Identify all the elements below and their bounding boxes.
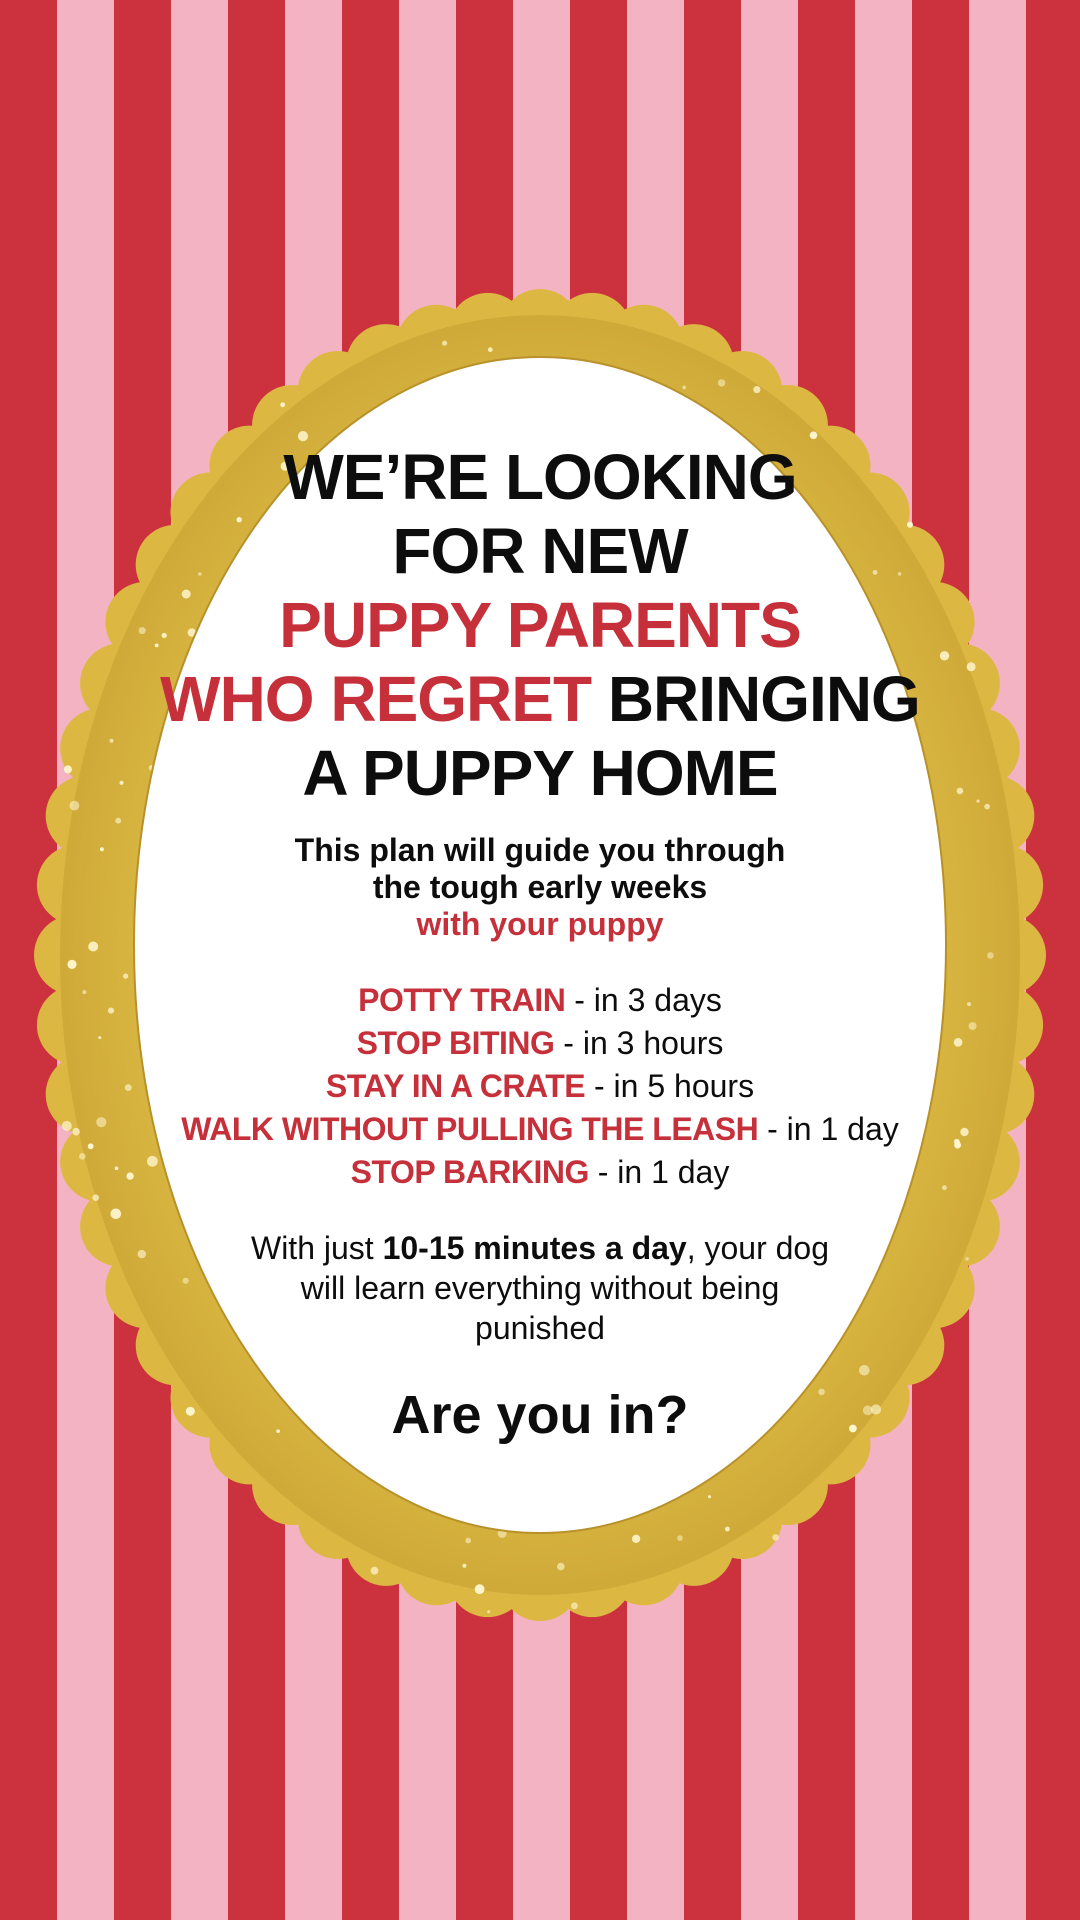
body-text <box>150 1228 930 1348</box>
content-panel <box>150 440 930 1446</box>
benefit-title: STAY IN A CRATE <box>325 1068 586 1104</box>
frame-sparkle <box>708 1495 711 1498</box>
headline-line-5: A PUPPY HOME <box>302 737 778 809</box>
frame-sparkle <box>965 1257 969 1261</box>
frame-sparkle <box>677 1535 683 1541</box>
body-line-3: punished <box>475 1310 605 1346</box>
frame-sparkle <box>115 818 121 824</box>
frame-sparkle <box>62 1121 72 1131</box>
frame-sparkle <box>100 847 104 851</box>
frame-sparkle <box>119 781 123 785</box>
benefit-time: in 3 hours <box>582 1025 724 1061</box>
benefit-title: STOP BITING <box>356 1025 555 1061</box>
frame-sparkle <box>682 386 686 390</box>
frame-sparkle <box>139 627 146 634</box>
frame-sparkle <box>64 765 72 773</box>
frame-sparkle <box>123 974 128 979</box>
frame-sparkle <box>718 379 725 386</box>
subtitle-line-1: This plan will guide you through <box>294 832 786 868</box>
frame-sparkle <box>79 1153 86 1160</box>
benefit-title: STOP BARKING <box>350 1154 589 1190</box>
frame-sparkle <box>969 1022 977 1030</box>
frame-sparkle <box>987 952 994 959</box>
frame-sparkle <box>954 1139 960 1145</box>
frame-sparkle <box>98 1036 101 1039</box>
benefit-separator: - <box>554 1025 583 1061</box>
benefit-item <box>150 979 930 1022</box>
headline-line-4-black: BRINGING <box>591 663 920 735</box>
benefit-separator: - <box>588 1154 618 1190</box>
frame-sparkle <box>940 651 949 660</box>
frame-sparkle <box>111 1209 122 1220</box>
frame-sparkle <box>976 800 979 803</box>
cta-question: Are you in? <box>391 1385 689 1445</box>
body-suffix: , your dog <box>686 1230 830 1266</box>
headline-line-4 <box>150 662 930 736</box>
benefit-separator: - <box>758 1111 787 1147</box>
benefit-time: in 3 days <box>593 982 722 1018</box>
frame-sparkle <box>957 788 964 795</box>
frame-sparkle <box>126 1172 133 1179</box>
benefit-title: WALK WITHOUT PULLING THE LEASH <box>181 1111 759 1147</box>
frame-sparkle <box>280 402 285 407</box>
frame-sparkle <box>557 1563 565 1571</box>
frame-sparkle <box>82 990 86 994</box>
frame-sparkle <box>488 347 493 352</box>
benefits-list <box>150 979 930 1194</box>
frame-sparkle <box>70 801 80 811</box>
frame-sparkle <box>942 1185 947 1190</box>
frame-sparkle <box>138 1250 146 1258</box>
headline <box>150 440 930 810</box>
frame-sparkle <box>487 1610 490 1613</box>
frame-sparkle <box>110 739 114 743</box>
frame-sparkle <box>954 1038 963 1047</box>
body-line-1 <box>150 1228 930 1268</box>
frame-sparkle <box>967 662 976 671</box>
frame-sparkle <box>465 1538 471 1544</box>
benefit-time: in 5 hours <box>613 1068 755 1104</box>
frame-sparkle <box>753 386 760 393</box>
benefit-item <box>150 1151 930 1194</box>
subtitle-line-2: the tough early weeks <box>372 869 708 905</box>
frame-sparkle <box>67 960 76 969</box>
frame-sparkle <box>88 942 98 952</box>
frame-sparkle <box>96 1117 106 1127</box>
frame-sparkle <box>108 1008 114 1014</box>
benefit-separator: - <box>585 1068 614 1104</box>
frame-sparkle <box>810 432 818 440</box>
headline-line-1: WE’RE LOOKING <box>283 441 797 513</box>
frame-sparkle <box>984 804 990 810</box>
frame-sparkle <box>72 1128 80 1136</box>
benefit-time: in 1 day <box>786 1111 899 1147</box>
frame-sparkle <box>371 1567 379 1575</box>
benefit-time: in 1 day <box>617 1154 730 1190</box>
frame-sparkle <box>115 1167 119 1171</box>
frame-sparkle <box>442 341 447 346</box>
headline-line-4-red: WHO REGRET <box>160 663 592 735</box>
frame-sparkle <box>462 1564 466 1568</box>
frame-sparkle <box>632 1535 640 1543</box>
frame-sparkle <box>725 1527 730 1532</box>
frame-sparkle <box>88 1143 94 1149</box>
benefit-title: POTTY TRAIN <box>358 982 566 1018</box>
benefit-separator: - <box>565 982 594 1018</box>
headline-line-3: PUPPY PARENTS <box>279 589 801 661</box>
frame-sparkle <box>92 1194 99 1201</box>
frame-sparkle <box>475 1584 485 1594</box>
body-bold: 10-15 minutes a day <box>382 1230 687 1266</box>
frame-sparkle <box>571 1602 578 1609</box>
frame-sparkle <box>967 1002 971 1006</box>
subtitle <box>150 832 930 943</box>
benefit-item <box>150 1108 930 1151</box>
benefit-item <box>150 1022 930 1065</box>
frame-sparkle <box>960 1128 968 1136</box>
body-line-2: will learn everything without being <box>300 1270 780 1306</box>
headline-line-2: FOR NEW <box>392 515 688 587</box>
subtitle-line-3: with your puppy <box>416 906 664 942</box>
body-prefix: With just <box>250 1230 383 1266</box>
frame-sparkle <box>125 1084 132 1091</box>
benefit-item <box>150 1065 930 1108</box>
frame-sparkle <box>772 1534 779 1541</box>
